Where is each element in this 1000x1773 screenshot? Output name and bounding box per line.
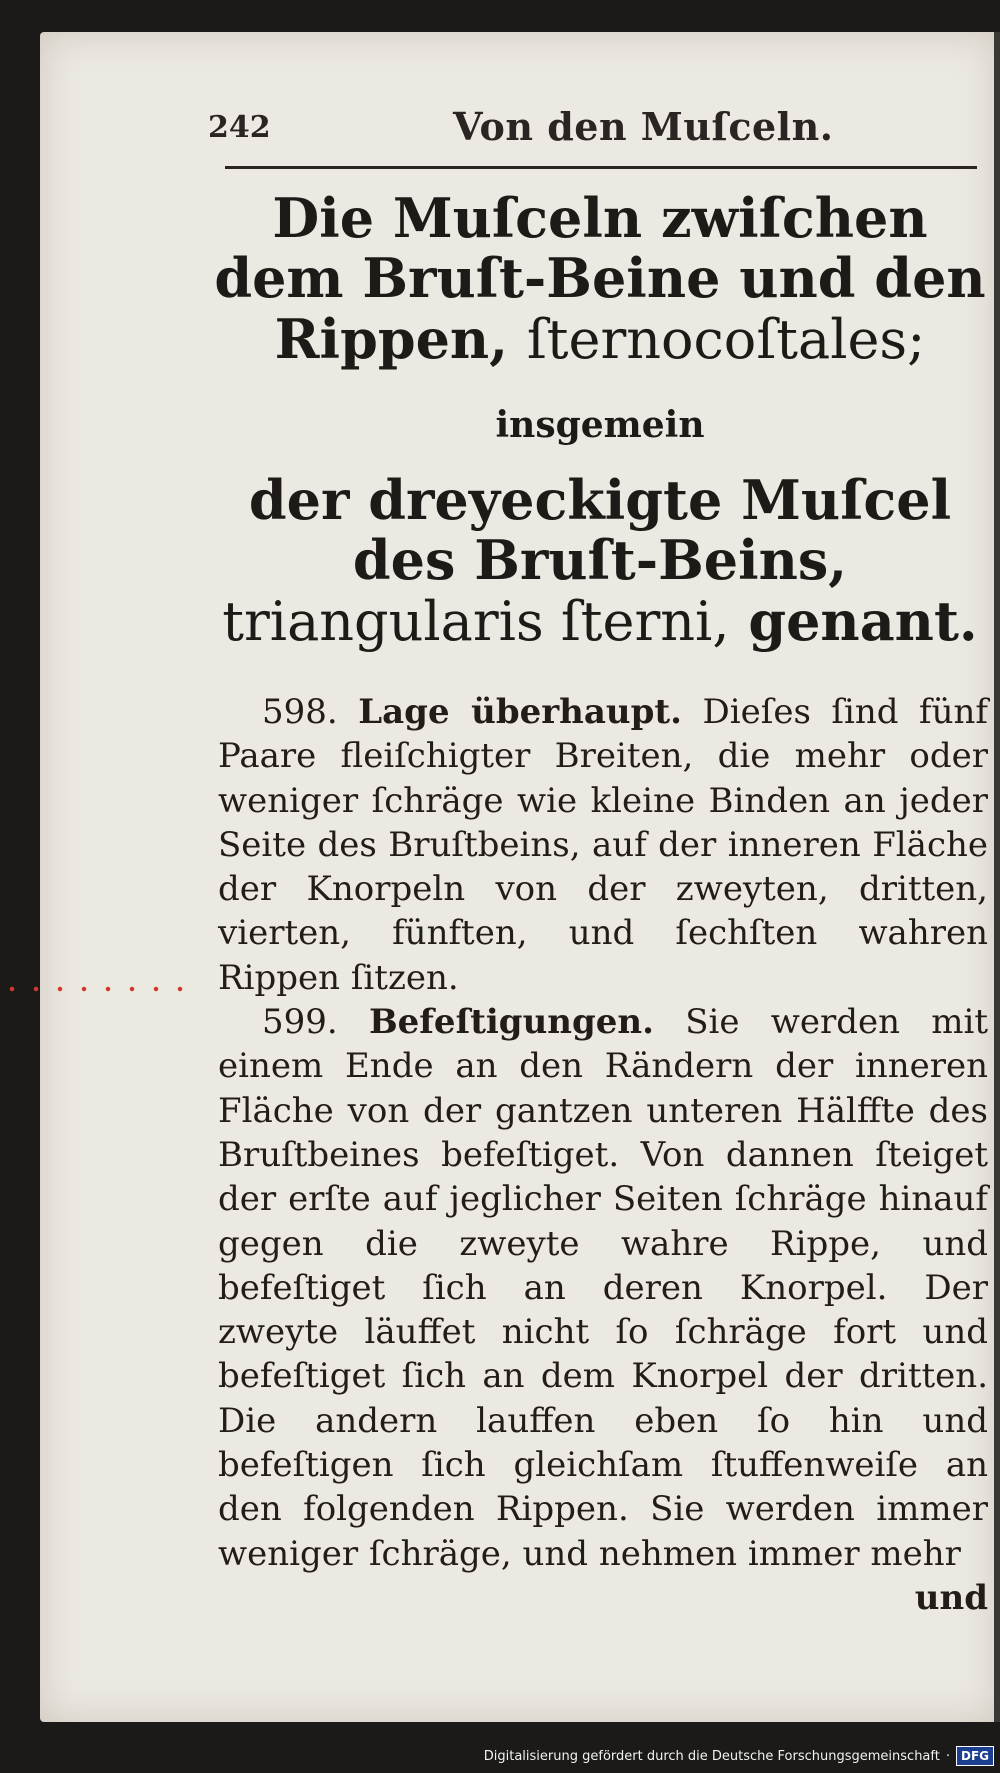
digitization-footer: Digitalisierung gefördert durch die Deutsche Forschungsgemeinschaft · DFG	[484, 1745, 994, 1767]
page-edge	[994, 32, 1000, 1722]
paragraph-lead: Lage überhaupt.	[358, 692, 682, 732]
section-title	[210, 188, 990, 370]
body-text	[218, 690, 988, 1620]
catchword: und	[914, 1577, 988, 1618]
paragraph-number: 599.	[262, 1002, 338, 1043]
section-title-german: Die Muſceln zwiſchen dem Bruſt-Beine und den Rippen,	[214, 186, 986, 371]
header-rule	[225, 166, 977, 169]
section-alt-title	[210, 470, 990, 652]
alt-title-german: der dreyeckigte Muſcel des Bruſt-Beins,	[248, 468, 952, 593]
section-connector: insgemein	[495, 404, 705, 446]
page-header	[208, 102, 978, 152]
paragraph-598	[218, 690, 988, 1000]
paragraph-599	[218, 1000, 988, 1576]
alt-title-end: genant.	[748, 588, 978, 653]
footer-credit: Digitalisierung gefördert durch die Deutsche Forschungsgemeinschaft	[483, 1748, 940, 1764]
page-number: 242	[208, 110, 271, 145]
dfg-logo-icon: DFG	[956, 1746, 994, 1766]
paragraph-text: Sie werden mit einem Ende an den Rändern der inneren Fläche von der gantzen unteren Hälffte des Bruſtbeines befeſtiget. Von dannen ſteiget der erſte auf jeglicher Seiten ſchräge hinauf gegen die zweyte wahre Rippe, und befeſtiget ſich an deren Knorpel. Der zweyte läuffet nicht ſo ſchräge fort und befeſtiget ſich an dem Knorpel der dritten. Die andern lauffen eben ſo hin und befeſtigen ſich gleichſam ſtuffenweiſe an den folgenden Rippen. Sie werden immer weniger ſchräge, und nehmen immer mehr	[218, 1002, 989, 1574]
paragraph-lead: Befeſtigungen.	[368, 1002, 654, 1043]
red-dot-marker	[0, 986, 200, 992]
paragraph-text: Dieſes ſind fünf Paare fleiſchigter Breiten, die mehr oder weniger ſchräge wie kleine Binden an jeder Seite des Bruſtbeins, auf der inneren Fläche der Knorpeln von der zweyten, dritten, vierten, fünften, und ſechſten wahren Rippen ſitzen.	[218, 692, 989, 998]
section-title-latin: ſternocoſtales;	[526, 307, 926, 371]
paragraph-number: 598.	[262, 692, 338, 732]
running-title: Von den Muſceln.	[453, 104, 834, 149]
alt-title-latin: triangularis ſterni,	[222, 589, 730, 653]
